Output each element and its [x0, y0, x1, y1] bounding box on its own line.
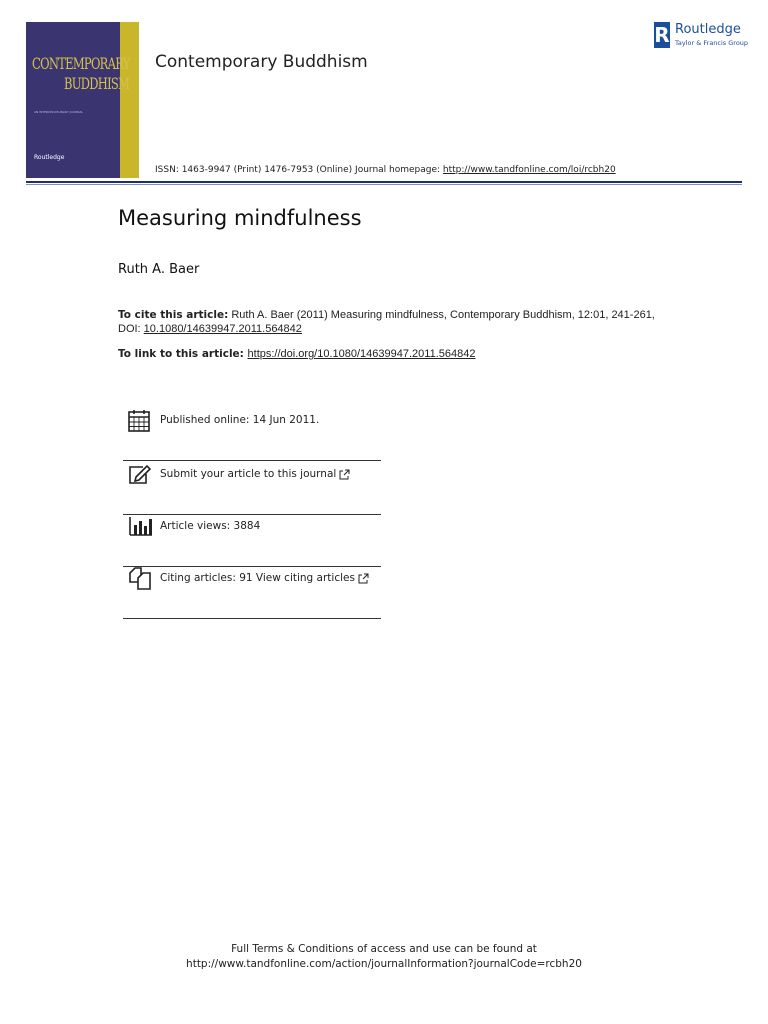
bar-chart-icon	[127, 514, 153, 540]
publisher-group: Taylor & Francis Group	[675, 39, 749, 47]
cover-title-line2: BUDDHISM	[64, 74, 130, 93]
views-row	[123, 514, 381, 567]
article-title: Measuring mindfulness	[118, 206, 362, 230]
cite-doi-link[interactable]: 10.1080/14639947.2011.564842	[143, 323, 302, 335]
header-divider	[26, 181, 742, 183]
publisher-name: Routledge	[675, 22, 741, 37]
issn-text: ISSN: 1463-9947 (Print) 1476-7953 (Online) Journal homepage:	[155, 165, 443, 175]
submit-article-link[interactable]	[160, 468, 350, 480]
published-online-text: Published online: 14 Jun 2011.	[160, 414, 320, 426]
article-author: Ruth A. Baer	[118, 262, 200, 277]
terms-line: Full Terms & Conditions of access and use can be found at	[231, 943, 537, 955]
article-views-text: Article views: 3884	[160, 520, 261, 532]
citing-row[interactable]	[123, 566, 381, 619]
cover-title-line1: CONTEMPORARY	[32, 54, 130, 73]
cite-label: To cite this article:	[118, 309, 229, 321]
journal-cover-image	[26, 22, 139, 178]
cover-spine	[120, 22, 139, 178]
submit-article-text[interactable]: Submit your article to this journal	[160, 468, 337, 480]
published-row	[123, 408, 381, 461]
citation-block	[118, 308, 678, 336]
copy-pages-icon	[127, 566, 153, 592]
calendar-icon	[127, 408, 153, 434]
journal-title: Contemporary Buddhism	[155, 52, 368, 72]
external-link-icon	[358, 573, 369, 584]
issn-line	[155, 165, 616, 175]
submit-row[interactable]	[123, 462, 381, 515]
row-divider	[123, 460, 381, 461]
cover-subtitle: AN INTERDISCIPLINARY JOURNAL	[34, 110, 84, 114]
edit-icon	[127, 462, 153, 488]
cover-publisher-logo: Routledge	[34, 154, 65, 161]
terms-url[interactable]: http://www.tandfonline.com/action/journalInformation?journalCode=rcbh20	[186, 958, 582, 970]
link-label: To link to this article:	[118, 348, 248, 360]
routledge-r-icon: R	[654, 23, 670, 47]
external-link-icon	[339, 469, 350, 480]
article-link-block	[118, 348, 475, 360]
citing-articles-text[interactable]: Citing articles: 91 View citing articles	[160, 572, 355, 584]
header-divider-thin	[26, 184, 742, 185]
cite-text: Ruth A. Baer (2011) Measuring mindfulness, Contemporary Buddhism, 12:01, 241-261, DOI:	[118, 309, 655, 335]
row-divider	[123, 618, 381, 619]
citing-articles-link[interactable]	[160, 572, 369, 584]
terms-footer	[0, 942, 768, 972]
article-doi-link[interactable]: https://doi.org/10.1080/14639947.2011.564842	[247, 348, 476, 360]
journal-homepage-link[interactable]: http://www.tandfonline.com/loi/rcbh20	[442, 165, 616, 175]
publisher-logo	[654, 22, 754, 52]
